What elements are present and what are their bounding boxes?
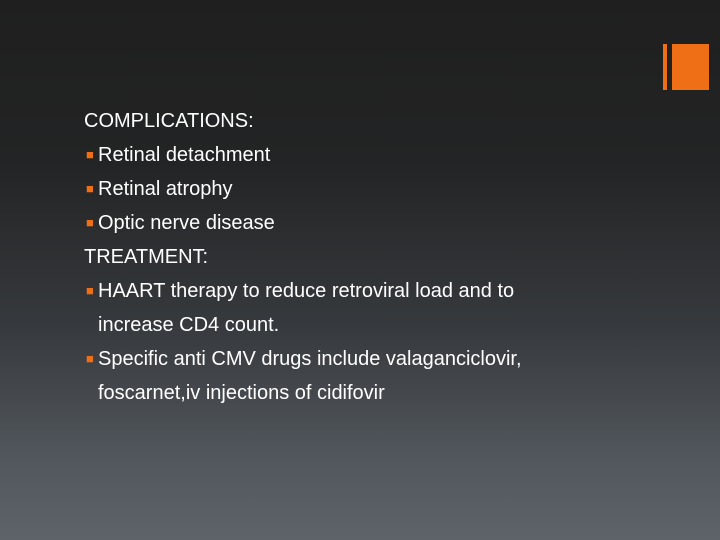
- list-item: [84, 206, 644, 240]
- list-item: [84, 342, 644, 376]
- list-item-text: Retinal atrophy: [98, 178, 233, 200]
- square-bullet-icon: [86, 274, 94, 308]
- accent-bar: [663, 44, 667, 90]
- list-item-text: foscarnet,iv injections of cidifovir: [98, 382, 385, 404]
- list-item-text: Retinal detachment: [98, 144, 271, 166]
- slide-body: [84, 104, 644, 410]
- list-item-text: HAART therapy to reduce retroviral load and to: [98, 280, 515, 302]
- list-item-continuation: [84, 308, 644, 342]
- list-item: [84, 274, 644, 308]
- list-item-text: increase CD4 count.: [98, 314, 280, 336]
- list-item: [84, 138, 644, 172]
- list-item-continuation: [84, 376, 644, 410]
- square-bullet-icon: [86, 206, 94, 240]
- list-item-text: Optic nerve disease: [98, 212, 275, 234]
- square-bullet-icon: [86, 342, 94, 376]
- treatment-heading: TREATMENT:: [84, 246, 209, 268]
- list-item: [84, 172, 644, 206]
- complications-heading: COMPLICATIONS:: [84, 110, 254, 132]
- square-bullet-icon: [86, 138, 94, 172]
- list-item-text: Specific anti CMV drugs include valaganciclovir,: [98, 348, 522, 370]
- square-bullet-icon: [86, 172, 94, 206]
- accent-block: [672, 44, 709, 90]
